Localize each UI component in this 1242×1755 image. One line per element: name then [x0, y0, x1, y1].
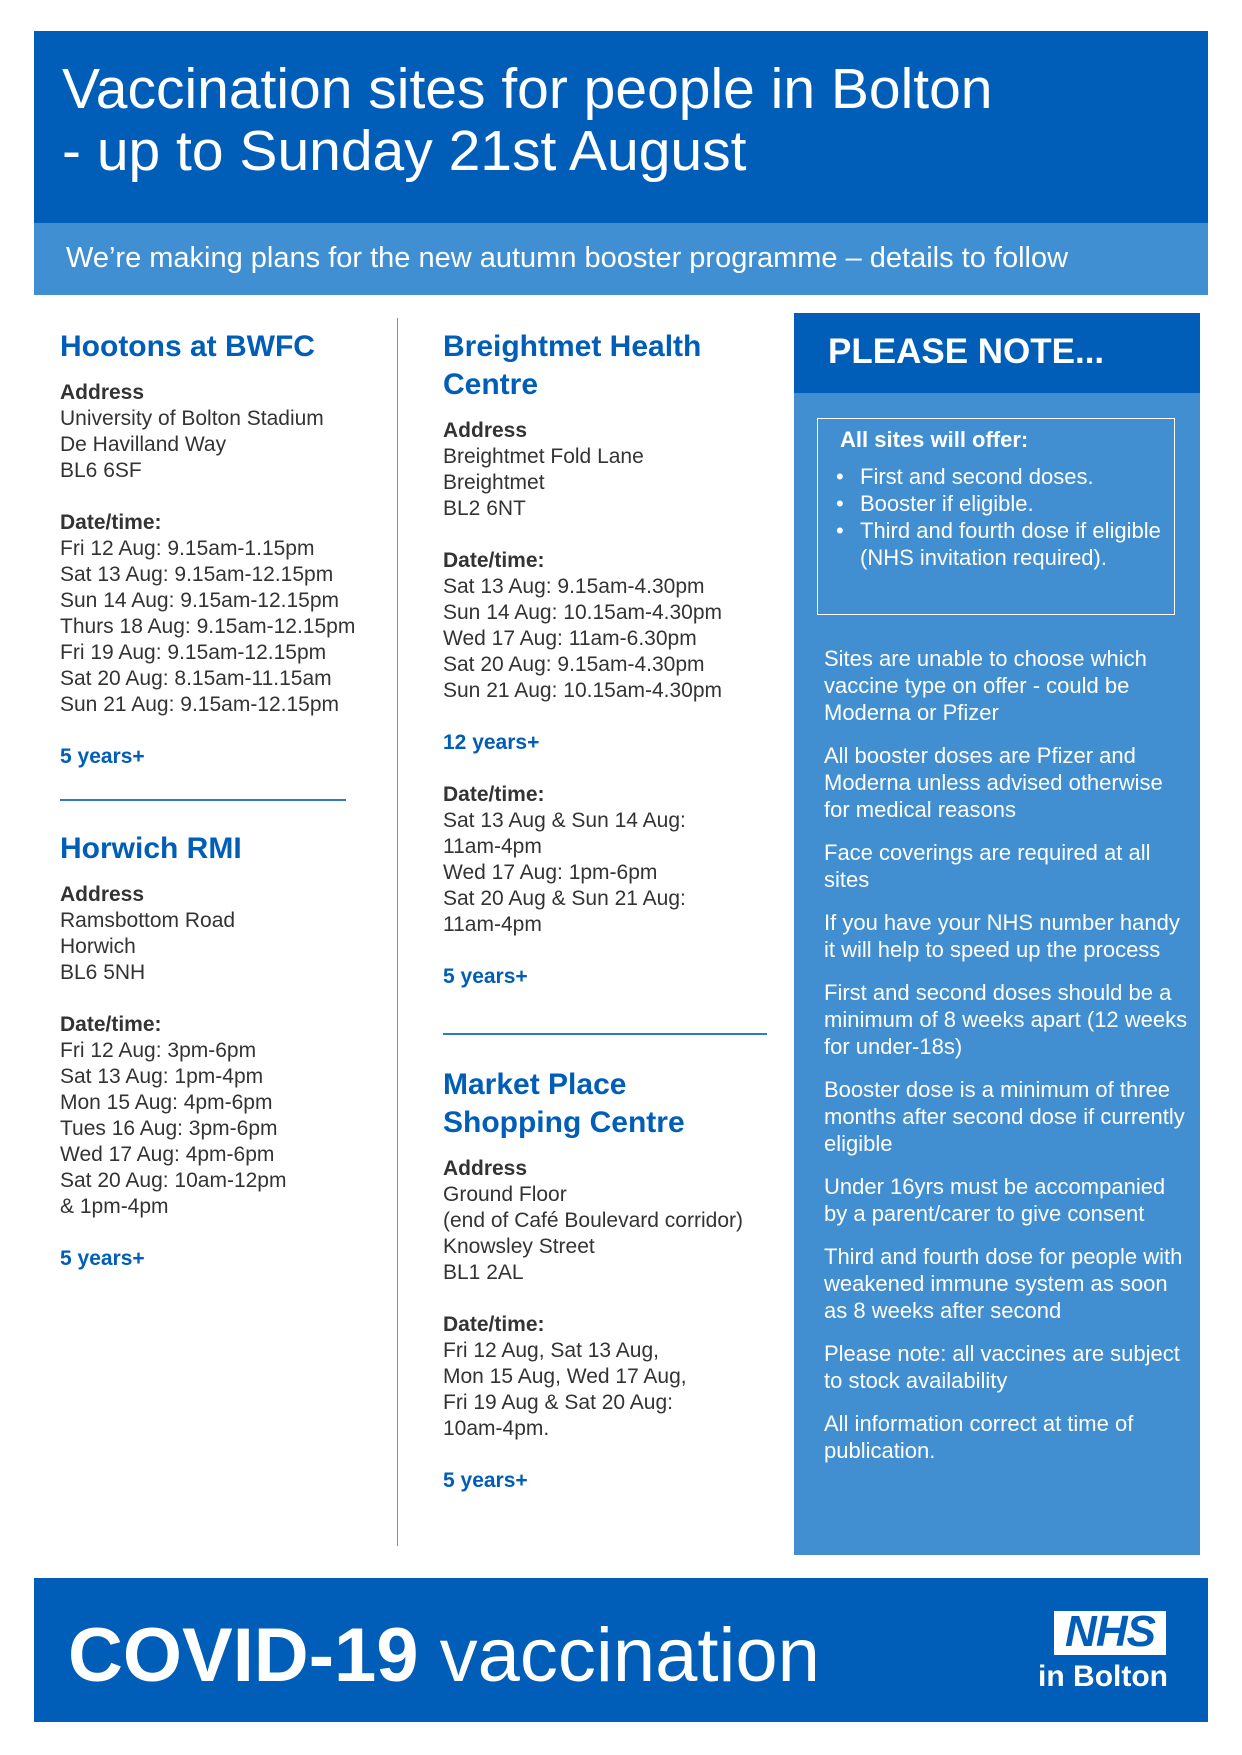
subtitle-text: We’re making plans for the new autumn booster programme – details to follow [66, 242, 1069, 274]
site-market-place [443, 1066, 783, 1494]
site-breightmet [443, 328, 783, 990]
site-name: Hootons at BWFC [60, 330, 315, 363]
datetime-label: Date/time: [443, 549, 545, 572]
column-divider [397, 318, 398, 1546]
address-line: Breightmet Fold Lane [443, 445, 644, 468]
site-name-line: Market Place [443, 1068, 627, 1101]
age-badge: 5 years+ [60, 1247, 145, 1270]
site-name-line: Shopping Centre [443, 1106, 685, 1139]
time-line: Fri 19 Aug: 9.15am-12.15pm [60, 641, 327, 664]
site-name: Horwich RMI [60, 832, 242, 865]
time-line: Wed 17 Aug: 4pm-6pm [60, 1143, 275, 1166]
note-paragraphs [824, 645, 1194, 1480]
title-line-1: Vaccination sites for people in Bolton [62, 57, 993, 121]
address-line: De Havilland Way [60, 433, 227, 456]
age-badge: 12 years+ [443, 731, 540, 754]
time-line: Wed 17 Aug: 11am-6.30pm [443, 627, 697, 650]
list-item: • Third and fourth dose if eligible (NHS invitation required). [836, 518, 1161, 570]
time-line: 10am-4pm. [443, 1417, 550, 1440]
offer-title: All sites will offer: [840, 427, 1029, 452]
offer-list [836, 463, 1166, 571]
nhs-logo-text: NHS [1065, 1607, 1155, 1656]
note-paragraph: Please note: all vaccines are subject to stock availability [824, 1341, 1180, 1393]
address-line: BL2 6NT [443, 497, 526, 520]
note-paragraph: Face coverings are required at all sites [824, 840, 1151, 892]
address-label: Address [443, 419, 528, 442]
section-divider [443, 1033, 767, 1035]
age-badge: 5 years+ [443, 965, 528, 988]
time-line: & 1pm-4pm [60, 1195, 169, 1218]
footer-title [68, 1613, 820, 1699]
note-paragraph: Sites are unable to choose which vaccine type on offer - could be Moderna or Pfizer [824, 646, 1147, 725]
site-name [443, 328, 783, 404]
note-paragraph: First and second doses should be a minimum of 8 weeks apart (12 weeks for under-18s) [824, 980, 1188, 1059]
time-line: Thurs 18 Aug: 9.15am-12.15pm [60, 615, 356, 638]
time-line: Fri 12 Aug, Sat 13 Aug, [443, 1339, 659, 1362]
note-paragraph: All information correct at time of publication. [824, 1411, 1134, 1463]
time-line: Sun 21 Aug: 9.15am-12.15pm [60, 693, 340, 716]
time-line: Sun 14 Aug: 9.15am-12.15pm [60, 589, 340, 612]
note-paragraph: All booster doses are Pfizer and Moderna unless advised otherwise for medical reasons [824, 743, 1163, 822]
note-title: PLEASE NOTE... [828, 332, 1105, 371]
footer-title-rest: vaccination [418, 1613, 820, 1698]
time-line: Fri 12 Aug: 9.15am-1.15pm [60, 537, 315, 560]
address-label: Address [60, 381, 145, 404]
age-badge: 5 years+ [443, 1469, 528, 1492]
address-line: Ground Floor [443, 1183, 567, 1206]
address-line: BL1 2AL [443, 1261, 524, 1284]
footer-title-bold: COVID-19 [68, 1613, 419, 1698]
time-line: Sun 21 Aug: 10.15am-4.30pm [443, 679, 723, 702]
address-line: BL6 5NH [60, 961, 146, 984]
datetime-label: Date/time: [60, 511, 162, 534]
time-line: Sat 20 Aug: 10am-12pm [60, 1169, 287, 1192]
address-line: University of Bolton Stadium [60, 407, 324, 430]
address-line: (end of Café Boulevard corridor) [443, 1209, 743, 1232]
datetime-label: Date/time: [443, 783, 545, 806]
address-label: Address [443, 1157, 528, 1180]
time-line: Mon 15 Aug, Wed 17 Aug, [443, 1365, 687, 1388]
site-horwich [60, 830, 390, 1272]
address-line: Ramsbottom Road [60, 909, 236, 932]
bullet-icon: • [836, 464, 844, 489]
list-item: • Booster if eligible. [836, 491, 1034, 516]
datetime-label: Date/time: [443, 1313, 545, 1336]
note-paragraph: Booster dose is a minimum of three months after second dose if currently eligible [824, 1077, 1185, 1156]
time-line: Sat 13 Aug & Sun 14 Aug: [443, 809, 686, 832]
address-line: Knowsley Street [443, 1235, 595, 1258]
list-item: • First and second doses. [836, 464, 1094, 489]
section-divider [60, 799, 346, 801]
time-line: Sat 20 Aug: 9.15am-4.30pm [443, 653, 705, 676]
bullet-icon: • [836, 491, 844, 516]
age-badge: 5 years+ [60, 745, 145, 768]
nhs-logo-subtitle: in Bolton [1038, 1660, 1168, 1693]
time-line: Fri 12 Aug: 3pm-6pm [60, 1039, 257, 1062]
site-name-line: Centre [443, 368, 539, 401]
address-line: BL6 6SF [60, 459, 142, 482]
time-line: Mon 15 Aug: 4pm-6pm [60, 1091, 273, 1114]
time-line: Tues 16 Aug: 3pm-6pm [60, 1117, 278, 1140]
datetime-label: Date/time: [60, 1013, 162, 1036]
site-name-line: Breightmet Health [443, 330, 702, 363]
note-paragraph: If you have your NHS number handy it will help to speed up the process [824, 910, 1180, 962]
address-line: Horwich [60, 935, 136, 958]
note-paragraph: Third and fourth dose for people with weakened immune system as soon as 8 weeks after second [824, 1244, 1183, 1323]
time-line: Wed 17 Aug: 1pm-6pm [443, 861, 658, 884]
address-line: Breightmet [443, 471, 545, 494]
address-label: Address [60, 883, 145, 906]
note-paragraph: Under 16yrs must be accompanied by a parent/carer to give consent [824, 1174, 1166, 1226]
time-line: Sat 13 Aug: 9.15am-12.15pm [60, 563, 334, 586]
time-line: Sun 14 Aug: 10.15am-4.30pm [443, 601, 723, 624]
site-name [443, 1066, 783, 1142]
time-line: 11am-4pm [443, 913, 542, 936]
time-line: Sat 20 Aug: 8.15am-11.15am [60, 667, 332, 690]
site-hootons [60, 328, 390, 770]
time-line: 11am-4pm [443, 835, 542, 858]
time-line: Fri 19 Aug & Sat 20 Aug: [443, 1391, 673, 1414]
time-line: Sat 13 Aug: 1pm-4pm [60, 1065, 264, 1088]
time-line: Sat 20 Aug & Sun 21 Aug: [443, 887, 686, 910]
title-line-2: - up to Sunday 21st August [62, 119, 747, 183]
bullet-icon: • [836, 518, 844, 543]
page-title [62, 58, 1162, 182]
time-line: Sat 13 Aug: 9.15am-4.30pm [443, 575, 705, 598]
